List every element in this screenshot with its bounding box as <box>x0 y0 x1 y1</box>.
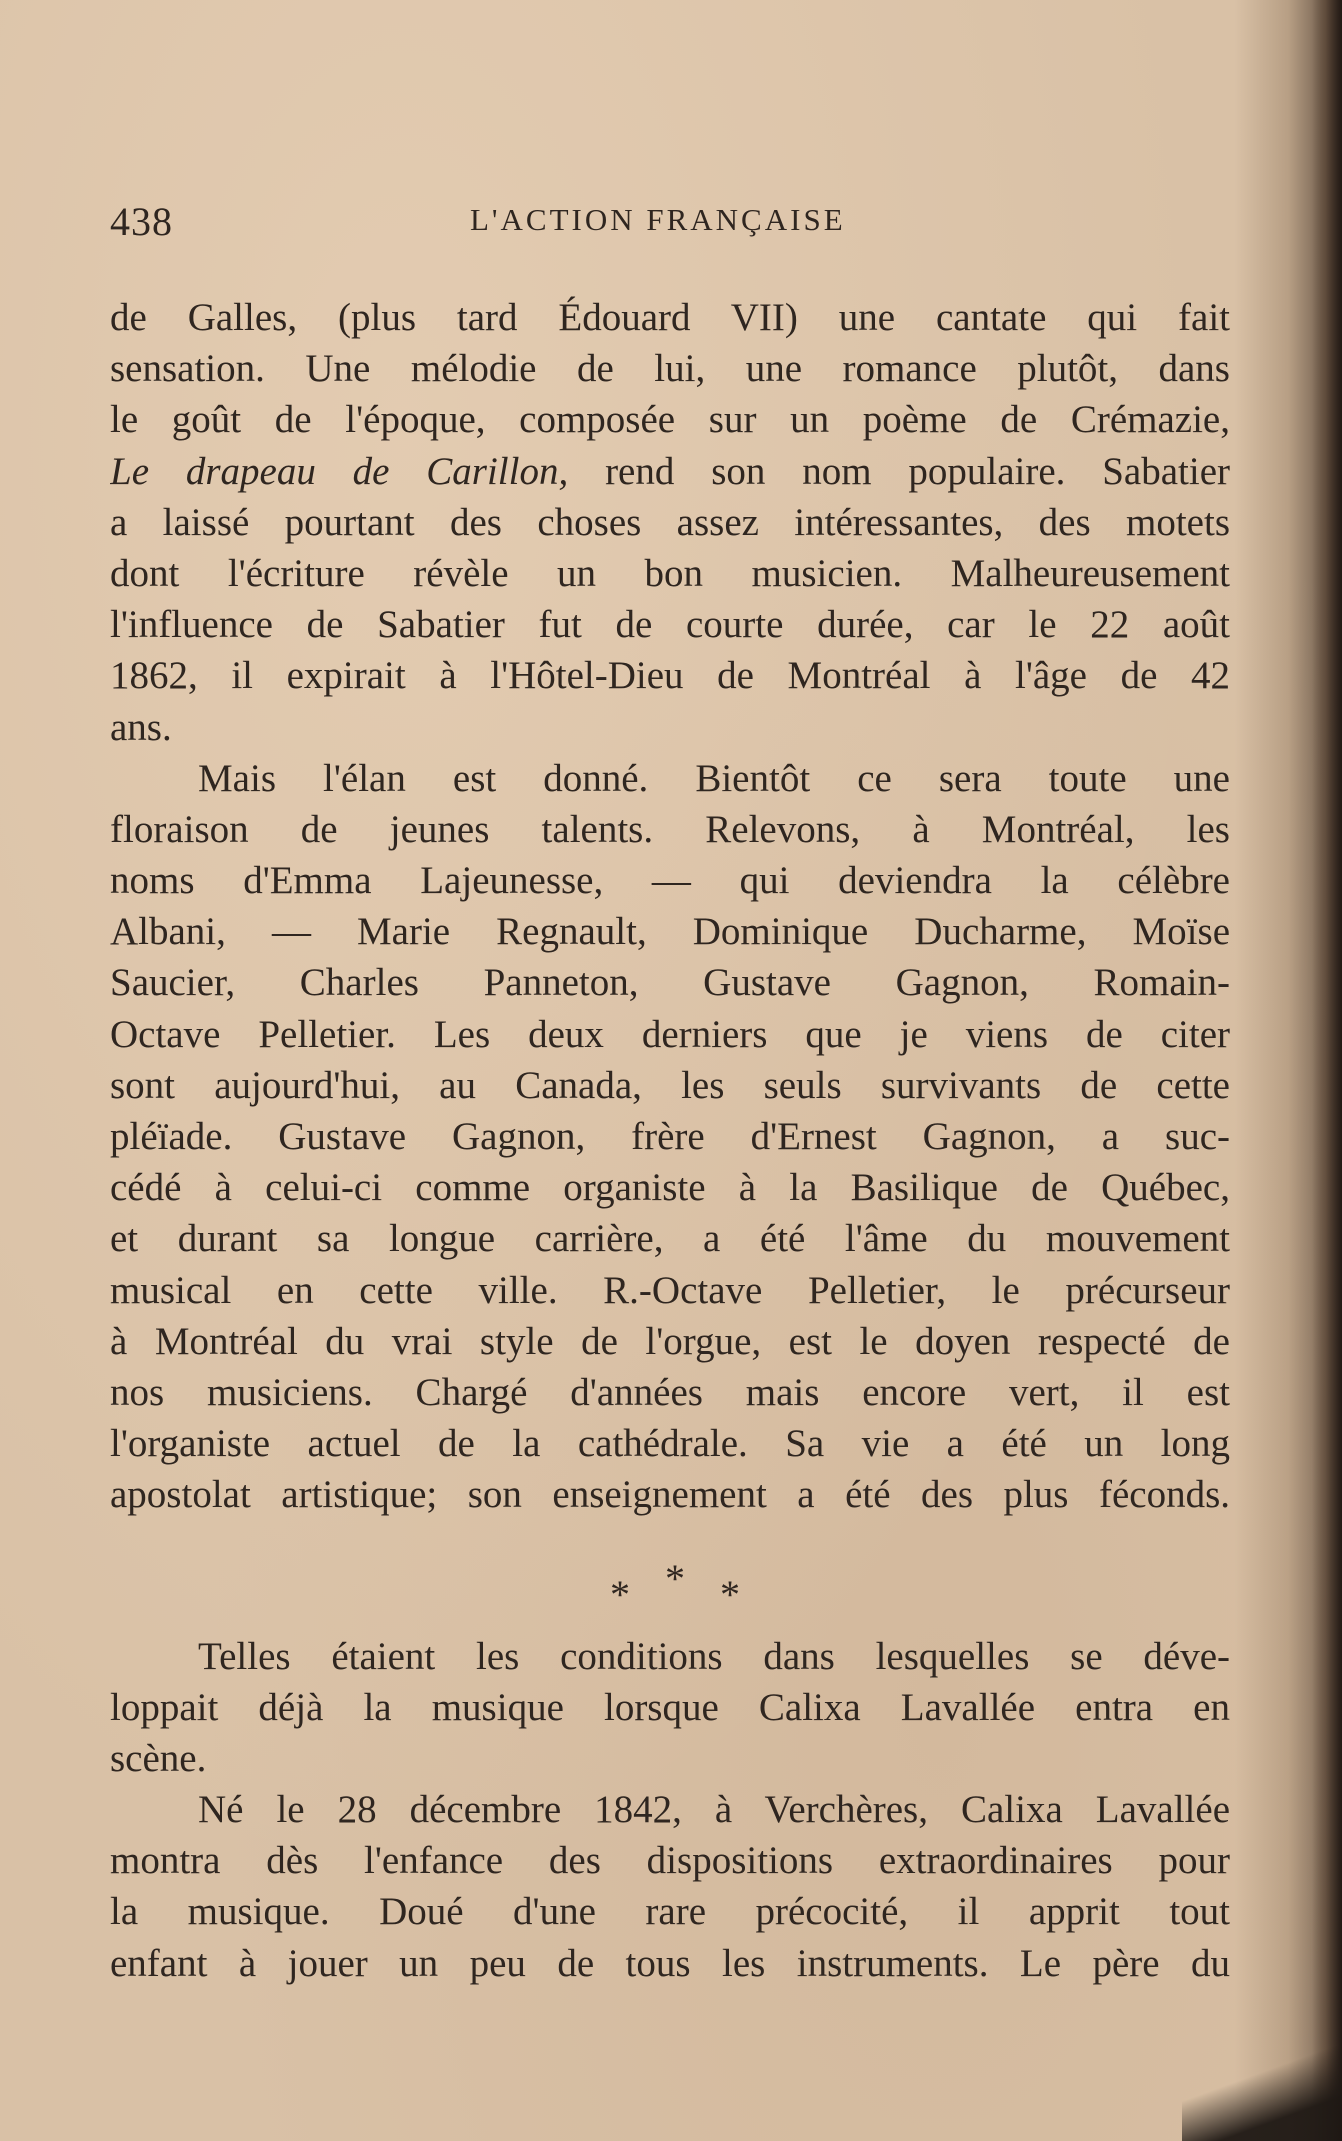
asterisk: * <box>610 1571 630 1617</box>
page-number: 438 <box>110 199 173 244</box>
text-line: Octave Pelletier. Les deux derniers que je viens de citer <box>110 1012 1230 1056</box>
text-line: apostolat artistique; son enseignement a été des plus féconds. <box>110 1473 1230 1517</box>
text-line <box>110 446 1230 497</box>
text-fragment: rend son nom populaire. Sabatier <box>568 449 1230 493</box>
text-line: floraison de jeunes talents. Relevons, à Montréal, les <box>110 807 1230 851</box>
text-line: l'organiste actuel de la cathédrale. Sa vie a été un long <box>110 1422 1230 1466</box>
asterisk: * <box>665 1555 685 1601</box>
text-line: sont aujourd'hui, au Canada, les seuls survivants de cette <box>110 1063 1230 1107</box>
text-line: la musique. Doué d'une rare précocité, il apprit tout <box>110 1890 1230 1934</box>
paragraph-4 <box>110 1784 1230 1989</box>
text-line: a laissé pourtant des choses assez intéressantes, des motets <box>110 500 1230 544</box>
page-corner-shadow <box>1182 2021 1342 2141</box>
section-separator <box>110 1521 1230 1631</box>
italic-title: Le drapeau de Carillon, <box>110 449 569 493</box>
asterisk: * <box>720 1571 740 1617</box>
page-edge-shadow <box>1312 0 1342 2141</box>
text-line: nos musiciens. Chargé d'années mais encore vert, il est <box>110 1370 1230 1414</box>
text-line: le goût de l'époque, composée sur un poème de Crémazie, <box>110 398 1230 442</box>
text-line: Mais l'élan est donné. Bientôt ce sera toute une <box>198 756 1230 800</box>
text-line: et durant sa longue carrière, a été l'âme du mouvement <box>110 1217 1230 1261</box>
text-line: loppait déjà la musique lorsque Calixa Lavallée entra en <box>110 1685 1230 1729</box>
text-line: montra dès l'enfance des dispositions extraordinaires pour <box>110 1839 1230 1883</box>
running-title: L'ACTION FRANÇAISE <box>470 202 846 237</box>
text-line: de Galles, (plus tard Édouard VII) une cantate qui fait <box>110 296 1230 339</box>
text-line: l'influence de Sabatier fut de courte durée, car le 22 août <box>110 603 1230 647</box>
paragraph-3 <box>110 1631 1230 1785</box>
page-body <box>110 292 1230 1989</box>
text-line: enfant à jouer un peu de tous les instruments. Le père du <box>110 1941 1230 1985</box>
text-line: ans. <box>110 705 172 749</box>
text-line: pléïade. Gustave Gagnon, frère d'Ernest Gagnon, a suc- <box>110 1115 1230 1158</box>
text-line: 1862, il expirait à l'Hôtel-Dieu de Montréal à l'âge de 42 <box>110 654 1230 698</box>
paragraph-2 <box>110 753 1230 1521</box>
text-line: Né le 28 décembre 1842, à Verchères, Calixa Lavallée <box>198 1788 1230 1832</box>
text-line: sensation. Une mélodie de lui, une romance plutôt, dans <box>110 347 1230 391</box>
text-line: Saucier, Charles Panneton, Gustave Gagnon, Romain- <box>110 961 1230 1005</box>
text-line: musical en cette ville. R.-Octave Pelletier, le précurseur <box>110 1268 1230 1312</box>
text-line: cédé à celui-ci comme organiste à la Basilique de Québec, <box>110 1166 1230 1210</box>
text-line: à Montréal du vrai style de l'orgue, est le doyen respecté de <box>110 1319 1230 1363</box>
paragraph-1 <box>110 292 1230 753</box>
page-header <box>110 198 1220 248</box>
text-line: Telles étaient les conditions dans lesquelles se déve- <box>198 1634 1230 1678</box>
text-line: dont l'écriture révèle un bon musicien. Malheureusement <box>110 551 1230 595</box>
text-line: Albani, — Marie Regnault, Dominique Ducharme, Moïse <box>110 910 1230 954</box>
text-line: noms d'Emma Lajeunesse, — qui deviendra la célèbre <box>110 859 1230 903</box>
text-line: scène. <box>110 1736 207 1780</box>
